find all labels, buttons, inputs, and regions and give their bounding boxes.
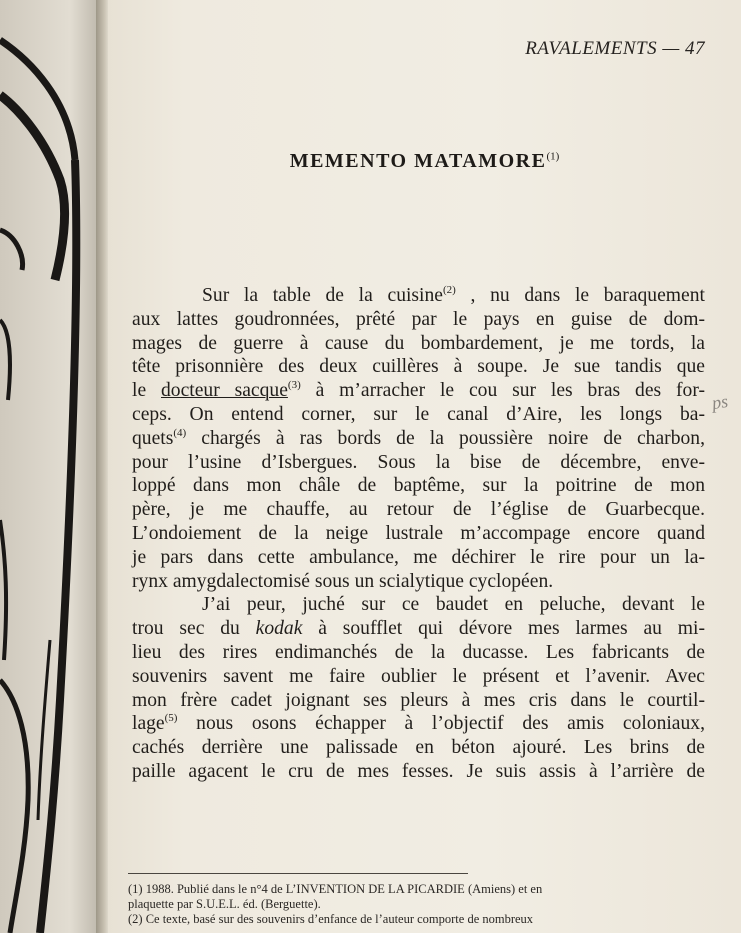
footnote-ref: (2) (443, 284, 456, 296)
italic-word: kodak (255, 618, 303, 640)
footnote-ref: (5) (164, 712, 178, 725)
running-head: RAVALEMENTS — 47 (525, 38, 705, 59)
text-line: cachés derrière une palissade en béton ajouré. Les brins de (132, 737, 705, 759)
text-line: lage$^{(5)}$ nous osons échapper à l’objectif des amis coloniaux, (132, 712, 705, 735)
ink-drawing (0, 0, 100, 933)
chapter-title (108, 150, 741, 173)
footnote-1: (1) 1988. Publié dans le n°4 de L’INVENTION DE LA PICARDIE (Amiens) et en (128, 882, 543, 896)
text-line: rynx amygdalectomisé sous un scialytique cyclopéen. (132, 570, 554, 592)
footnote-divider (128, 873, 468, 874)
text-line: trou sec du kodak à soufflet qui dévore mes larmes au mi- (132, 618, 705, 640)
text-line: loppé dans mon châle de baptême, sur la poitrine de mon (132, 475, 705, 497)
text-line: pour l’usine d’Isbergues. Sous la bise de décembre, enve- (132, 451, 705, 473)
body-text (132, 284, 705, 784)
footnote-2: (2) Ce texte, basé sur des souvenirs d’enfance de l’auteur comporte de nombreux (128, 912, 534, 926)
footnote-ref: (3) (287, 379, 301, 392)
text-line: je pars dans cette ambulance, me déchirer le rire pour un la- (132, 546, 705, 568)
footnotes (128, 882, 708, 927)
footnote-ref: (4) (173, 426, 187, 439)
text-line: souvenirs savent me faire oublier le présent et l’avenir. Avec (132, 665, 705, 687)
text-line: J’ai peur, juché sur ce baudet en peluche, devant le (202, 594, 705, 616)
text-line: Sur la table de la cuisine$^{(2)}$ , nu dans le baraquement (202, 284, 705, 306)
text-line: paille agacent le cru de mes fesses. Je suis assis à l’arrière de (132, 760, 705, 782)
text-line: aux lattes goudronnées, prêté par le pays en guise de dom- (132, 308, 705, 330)
book-page (108, 0, 741, 933)
text-line: ceps. On entend corner, sur le canal d’Aire, les longs ba- (132, 403, 705, 425)
facing-page-illustration (0, 0, 100, 933)
text-line: père, je me chauffe, au retour de l’église de Guarbecque. (132, 499, 705, 521)
title-footnote-marker: (1) (546, 150, 560, 163)
text-line: mages de guerre à cause du bombardement, je me tords, la (132, 332, 705, 354)
handwritten-margin-note: ps (710, 390, 730, 414)
text-line: quets$^{(4)}$ chargés à ras bords de la poussière noire de charbon, (132, 426, 705, 449)
text-line: le docteur sacque$^{(3)}$ à m’arracher le cou sur les bras des for- (132, 379, 705, 402)
title-text: MEMENTO MATAMORE (289, 150, 547, 172)
footnote-1-cont: plaquette par S.U.E.L. éd. (Berguette). (128, 897, 321, 911)
text-line: mon frère cadet joignant ses pleurs à mes cris dans le courtil- (132, 689, 705, 711)
text-line: lieu des rires endimanchés de la ducasse. Les fabricants de (132, 641, 705, 663)
text-line: L’ondoiement de la neige lustrale m’accompage encore quand (132, 522, 705, 544)
underlined-phrase: docteur sacque (161, 380, 288, 402)
text-line: tête prisonnière des deux cuillères à soupe. Je sue tandis que (132, 356, 705, 378)
